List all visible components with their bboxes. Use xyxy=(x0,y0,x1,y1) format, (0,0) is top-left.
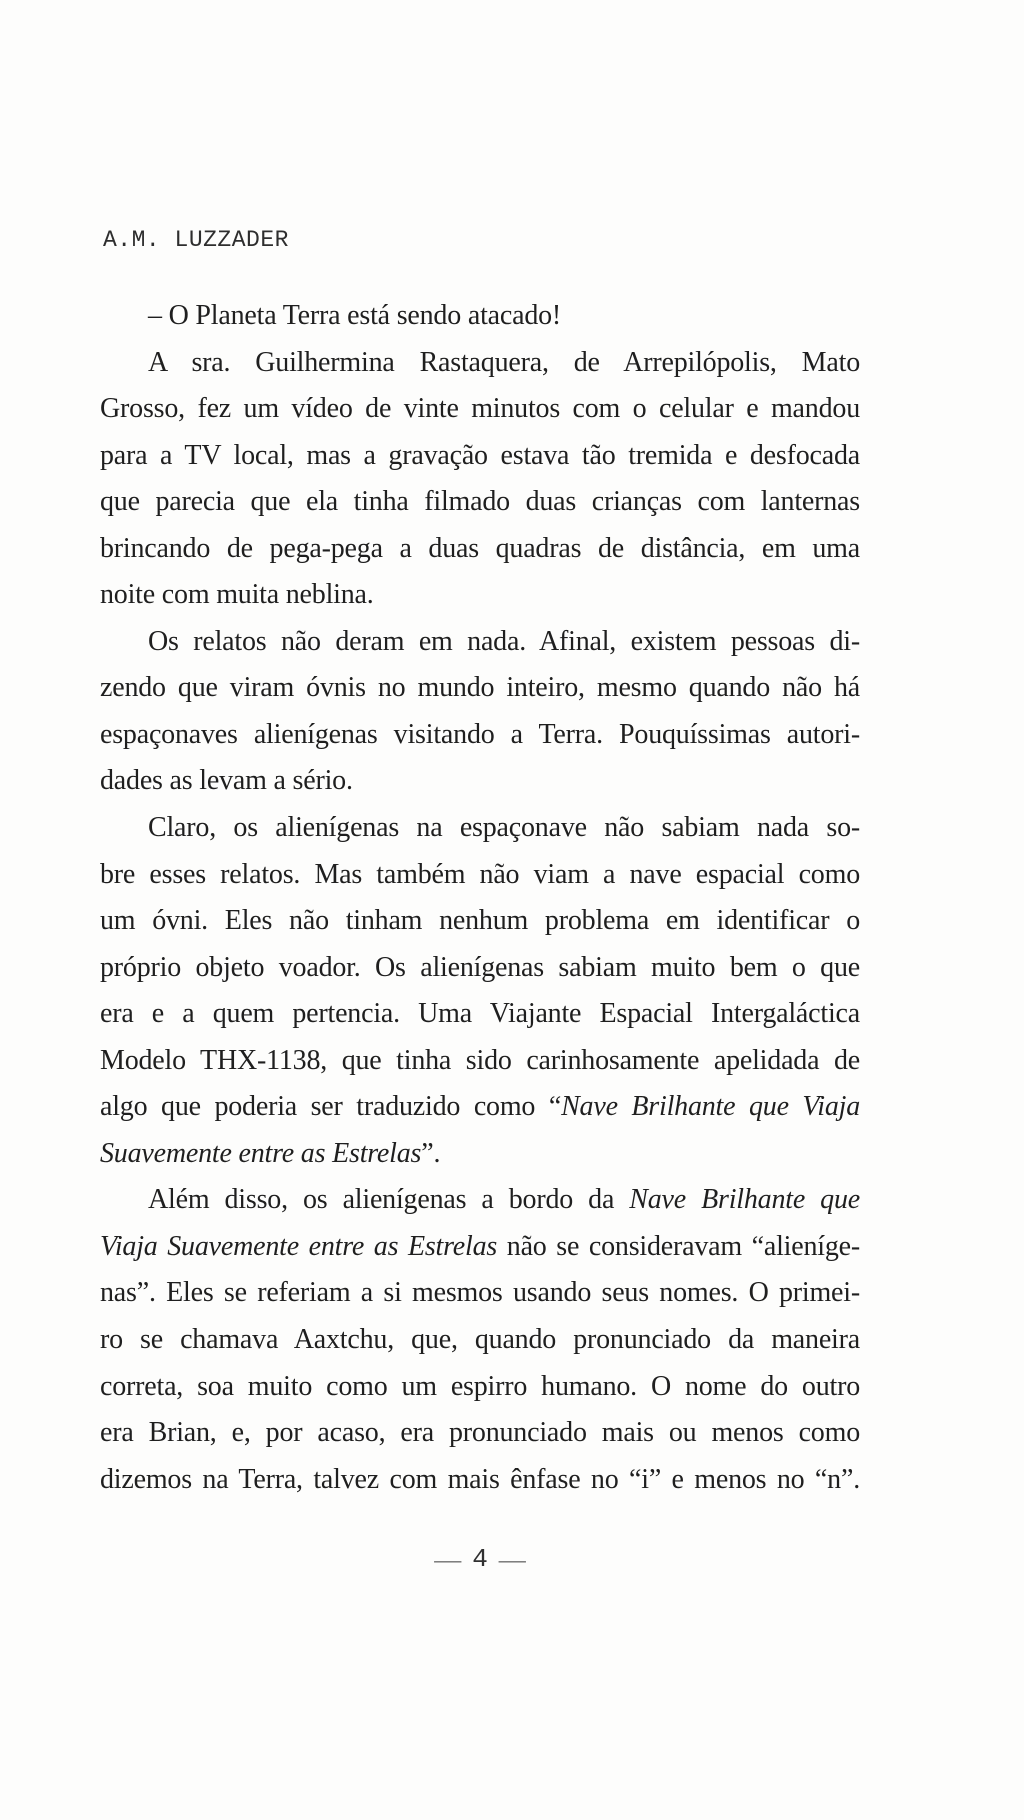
text-line xyxy=(100,758,860,805)
paragraph xyxy=(100,293,860,340)
text-line xyxy=(100,479,860,526)
text-line xyxy=(100,386,860,433)
text-line xyxy=(100,852,860,899)
text-line xyxy=(100,1270,860,1317)
text-line xyxy=(100,1131,860,1178)
page-number: 4 xyxy=(472,1544,488,1574)
text-line xyxy=(100,526,860,573)
text-segment: para a TV local, mas a gravação estava tão tremida e desfocada xyxy=(100,439,860,471)
text-line xyxy=(100,572,860,619)
text-line xyxy=(100,433,860,480)
text-line xyxy=(100,712,860,759)
text-segment: zendo que viram óvnis no mundo inteiro, mesmo quando não há xyxy=(100,672,860,704)
text-line xyxy=(100,991,860,1038)
text-segment: Modelo THX-1138, que tinha sido carinhosamente apelidada de xyxy=(100,1044,860,1076)
text-segment: que parecia que ela tinha filmado duas crianças com lanternas xyxy=(100,486,860,518)
text-segment: um óvni. Eles não tinham nenhum problema em identificar o xyxy=(100,905,860,937)
text-line xyxy=(100,619,860,666)
text-line xyxy=(100,1224,860,1271)
text-segment: próprio objeto voador. Os alienígenas sabiam muito bem o que xyxy=(100,951,860,983)
page-number-footer xyxy=(100,1543,860,1575)
italic-text-segment: Nave Brilhante que xyxy=(629,1184,860,1216)
text-segment: – O Planeta Terra está sendo atacado! xyxy=(148,300,562,331)
italic-text-segment: Suavemente entre as Estrelas xyxy=(100,1137,422,1169)
text-line xyxy=(100,1084,860,1131)
text-segment: ”. xyxy=(421,1137,441,1169)
text-line xyxy=(100,1177,860,1224)
text-segment: algo que poderia ser traduzido como “ xyxy=(100,1091,562,1123)
text-line xyxy=(100,945,860,992)
text-line xyxy=(100,1457,860,1504)
text-segment: ro se chamava Aaxtchu, que, quando pronunciado da maneira xyxy=(100,1324,860,1356)
text-segment: Grosso, fez um vídeo de vinte minutos com o celular e mandou xyxy=(100,393,860,425)
text-line xyxy=(100,665,860,712)
text-segment: brincando de pega-pega a duas quadras de distância, em uma xyxy=(100,532,860,564)
paragraph xyxy=(100,619,860,805)
footer-left-dash: — xyxy=(434,1544,462,1574)
paragraph xyxy=(100,340,860,619)
text-segment: dizemos na Terra, talvez com mais ênfase no “i” e menos no “n”. xyxy=(100,1463,860,1495)
text-segment: correta, soa muito como um espirro humano. O nome do outro xyxy=(100,1370,860,1402)
text-segment: Além disso, os alienígenas a bordo da xyxy=(148,1184,630,1216)
text-segment: não se consideravam “alieníge- xyxy=(497,1230,861,1262)
text-line xyxy=(100,1410,860,1457)
italic-text-segment: Viaja Suavemente entre as Estrelas xyxy=(100,1230,498,1262)
footer-right-dash: — xyxy=(498,1544,526,1574)
text-line xyxy=(100,1038,860,1085)
text-line xyxy=(100,1317,860,1364)
text-line xyxy=(100,1364,860,1411)
text-segment: era Brian, e, por acaso, era pronunciado mais ou menos como xyxy=(100,1417,860,1449)
italic-text-segment: Nave Brilhante que Viaja xyxy=(561,1091,860,1123)
text-line xyxy=(100,805,860,852)
paragraph xyxy=(100,1177,860,1503)
text-segment: noite com muita neblina. xyxy=(100,579,374,611)
text-segment: A sra. Guilhermina Rastaquera, de Arrepilópolis, Mato xyxy=(148,346,860,378)
text-segment: bre esses relatos. Mas também não viam a nave espacial como xyxy=(100,858,860,890)
text-line xyxy=(100,898,860,945)
text-line xyxy=(100,293,860,340)
text-line xyxy=(100,340,860,387)
running-header-author: A.M. LUZZADER xyxy=(103,227,289,253)
text-segment: nas”. Eles se referiam a si mesmos usando seus nomes. O primei- xyxy=(100,1277,860,1309)
body-text xyxy=(100,293,860,1503)
text-segment: Os relatos não deram em nada. Afinal, existem pessoas di- xyxy=(148,625,860,657)
paragraph xyxy=(100,805,860,1177)
text-segment: dades as levam a sério. xyxy=(100,765,353,797)
text-segment: espaçonaves alienígenas visitando a Terra. Pouquíssimas autori- xyxy=(100,718,860,750)
text-segment: era e a quem pertencia. Uma Viajante Espacial Intergaláctica xyxy=(100,998,860,1030)
text-segment: Claro, os alienígenas na espaçonave não sabiam nada so- xyxy=(148,812,860,844)
